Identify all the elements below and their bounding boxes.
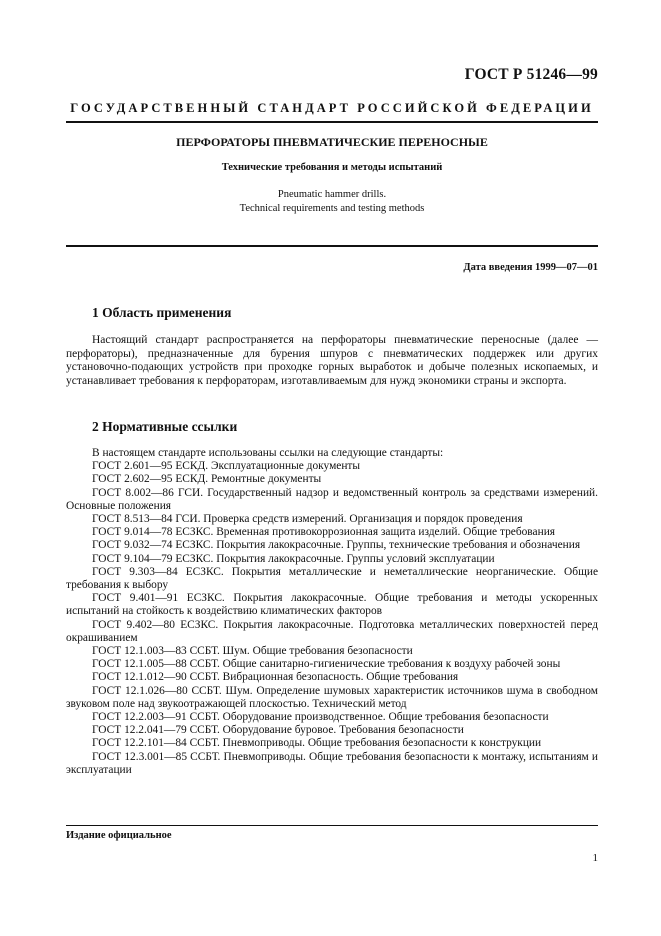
reference-item: ГОСТ 12.1.026—80 ССБТ. Шум. Определение шумовых характеристик источников шума в свободном звуковом поле над звукоотражающей плоскостью. Технический метод	[66, 684, 598, 710]
document-subtitle: Технические требования и методы испытаний	[221, 162, 443, 173]
footer-rule	[66, 825, 598, 826]
english-title-line-1: Pneumatic hammer drills.	[277, 189, 387, 200]
reference-item: ГОСТ 8.513—84 ГСИ. Проверка средств измерений. Организация и порядок проведения	[92, 513, 523, 526]
header-rule	[66, 121, 598, 123]
page-number: 1	[592, 852, 598, 864]
official-edition-note: Издание официальное	[66, 830, 172, 841]
document-title: ПЕРФОРАТОРЫ ПНЕВМАТИЧЕСКИЕ ПЕРЕНОСНЫЕ	[176, 135, 488, 149]
reference-item: ГОСТ 2.601—95 ЕСКД. Эксплуатационные документы	[92, 460, 361, 473]
document-code: ГОСТ Р 51246—99	[464, 66, 598, 83]
reference-item: ГОСТ 9.014—78 ЕСЗКС. Временная противокоррозионная защита изделий. Общие требования	[92, 526, 556, 539]
reference-item: ГОСТ 9.401—91 ЕСЗКС. Покрытия лакокрасочные. Общие требования и методы ускоренных испытаний на стойкость к воздействию климатических факторов	[66, 592, 598, 618]
english-title-line-2: Technical requirements and testing methods	[239, 203, 425, 214]
introduction-date: Дата введения 1999—07—01	[463, 262, 598, 273]
reference-item: ГОСТ 9.303—84 ЕСЗКС. Покрытия металлические и неметаллические неорганические. Общие требования к выбору	[66, 565, 598, 592]
reference-item: ГОСТ 12.2.101—84 ССБТ. Пневмоприводы. Общие требования безопасности к конструкции	[92, 737, 542, 750]
reference-item: ГОСТ 2.602—95 ЕСКД. Ремонтные документы	[92, 473, 322, 486]
reference-item: ГОСТ 9.032—74 ЕСЗКС. Покрытия лакокрасочные. Группы, технические требования и обозначения	[92, 539, 581, 552]
reference-item: ГОСТ 8.002—86 ГСИ. Государственный надзор и ведомственный контроль за средствами измерений. Основные положения	[66, 486, 598, 512]
english-title	[66, 188, 598, 216]
reference-item: ГОСТ 9.402—80 ЕСЗКС. Покрытия лакокрасочные. Подготовка металлических поверхностей перед окрашиванием	[66, 618, 598, 644]
reference-item: ГОСТ 9.104—79 ЕСЗКС. Покрытия лакокрасочные. Группы условий эксплуатации	[92, 552, 495, 565]
reference-item: ГОСТ 12.1.005—88 ССБТ. Общие санитарно-гигиенические требования к воздуху рабочей зоны	[92, 658, 561, 671]
normative-references-list	[66, 447, 598, 777]
section-2-heading: 2 Нормативные ссылки	[92, 419, 238, 434]
reference-item: ГОСТ 12.2.003—91 ССБТ. Оборудование производственное. Общие требования безопасности	[92, 711, 549, 724]
section-1-heading: 1 Область применения	[92, 305, 232, 320]
reference-item: ГОСТ 12.3.001—85 ССБТ. Пневмоприводы. Общие требования безопасности к монтажу, испытаниям и эксплуатации	[66, 750, 598, 776]
reference-item: ГОСТ 12.2.041—79 ССБТ. Оборудование буровое. Требования безопасности	[92, 724, 464, 737]
references-intro: В настоящем стандарте использованы ссылки на следующие стандарты:	[92, 447, 444, 459]
state-standard-banner: ГОСУДАРСТВЕННЫЙ СТАНДАРТ РОССИЙСКОЙ ФЕДЕРАЦИИ	[70, 101, 594, 115]
reference-item: ГОСТ 12.1.012—90 ССБТ. Вибрационная безопасность. Общие требования	[92, 671, 459, 684]
reference-item: ГОСТ 12.1.003—83 ССБТ. Шум. Общие требования безопасности	[92, 645, 413, 658]
section-1-text: Настоящий стандарт распространяется на перфораторы пневматические переносные (далее — перфораторы), предназначенные для бурения шпуров с пневматических поддержек или других установочно-подающих устройств при проходке горных выработок и добыче полезных ископаемых, и устанавливает требования к перфораторам, изготавливаемым для нужд экономики страны и экспорта.	[66, 334, 598, 387]
title-rule	[66, 245, 598, 247]
